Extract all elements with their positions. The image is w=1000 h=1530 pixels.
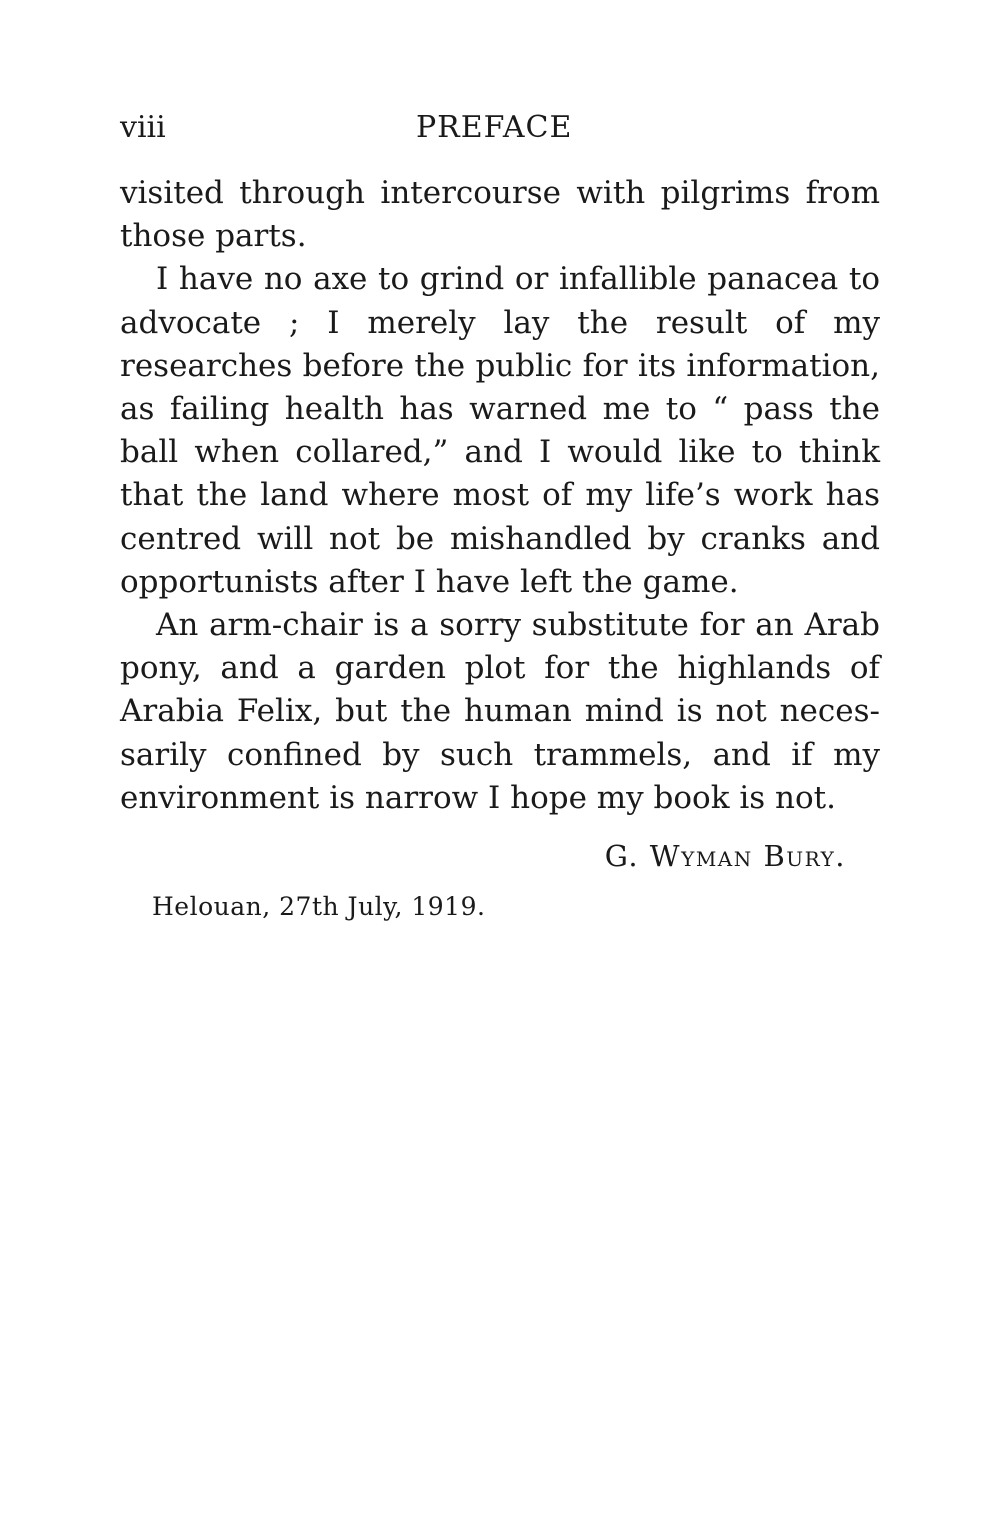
page-header	[120, 106, 880, 150]
page-number: viii	[120, 110, 166, 145]
paragraph-continued: visited through intercourse with pilgrims from those parts.	[120, 175, 880, 255]
author-signature: G. Wyman Bury.	[604, 839, 846, 873]
paragraph: An arm-chair is a sorry substitute for an Arab pony, and a garden plot for the highlands of Arabia Felix, but the human mind is not necessarily confined by such trammels, and if my environment is narrow I hope my book is not.	[120, 607, 880, 816]
dateline: Helouan, 27th July, 1919.	[152, 892, 486, 921]
running-head: PREFACE	[416, 110, 573, 145]
preface-body	[120, 172, 880, 820]
paragraph: I have no axe to grind or infallible panacea to advocate ; I merely lay the result of my researches before the public for its information, as failing health has warned me to “ pass the ball when collared,” and I would like to think that the land where most of my life’s work has centred will not be mishandled by cranks and opportunists after I have left the game.	[120, 261, 880, 600]
